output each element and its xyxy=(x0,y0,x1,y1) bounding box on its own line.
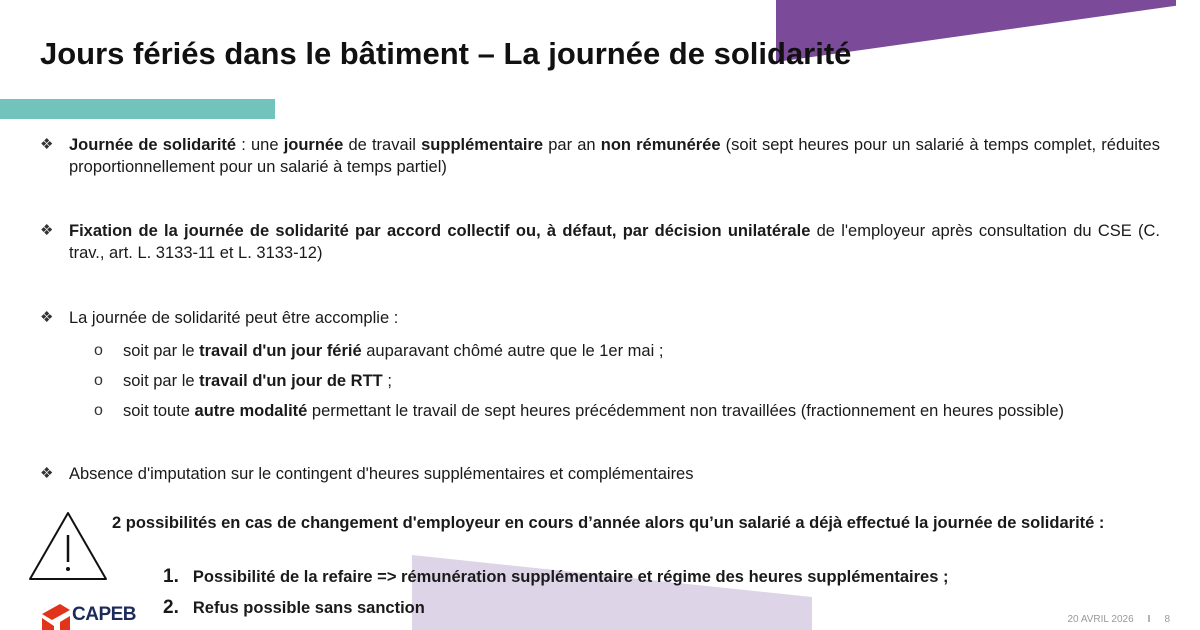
diamond-bullet-icon: ❖ xyxy=(40,309,54,326)
sub-item-rtt xyxy=(94,370,392,392)
slide-title: Jours fériés dans le bâtiment – La journée de solidarité xyxy=(40,36,852,71)
bullet-text: Journée de solidarité : une journée de travail supplémentaire par an non rémunérée (soit sept heures pour un salarié à temps complet, réduites proportionnellement pour un salarié à temps partiel) xyxy=(69,136,1160,176)
footer-date: 20 AVRIL 2026 xyxy=(1067,614,1134,625)
sub-item-text: soit par le travail d'un jour de RTT ; xyxy=(123,372,392,390)
circle-bullet-icon: o xyxy=(94,372,103,389)
bullet-absence-imputation xyxy=(40,463,1160,485)
logo-text: CAPEB xyxy=(72,604,137,625)
sub-item-text: soit par le travail d'un jour férié auparavant chômé autre que le 1er mai ; xyxy=(123,342,664,360)
circle-bullet-icon: o xyxy=(94,342,103,359)
numbered-item-2 xyxy=(163,597,425,619)
diamond-bullet-icon: ❖ xyxy=(40,136,54,153)
bullet-text: Absence d'imputation sur le contingent d'heures supplémentaires et complémentaires xyxy=(69,465,694,483)
warning-icon xyxy=(27,510,109,582)
bullet-accomplishment xyxy=(40,307,1160,329)
diamond-bullet-icon: ❖ xyxy=(40,465,54,482)
footer xyxy=(1053,614,1170,625)
page-number: 8 xyxy=(1164,614,1170,625)
bullet-text: Fixation de la journée de solidarité par accord collectif ou, à défaut, par décision unilatérale de l'employeur après consultation du CSE (C. trav., art. L. 3133-11 et L. 3133-12) xyxy=(69,222,1160,262)
item-number: 1. xyxy=(163,566,179,587)
item-text: Possibilité de la refaire => rémunération supplémentaire et régime des heures supplémentaires ; xyxy=(192,568,949,586)
circle-bullet-icon: o xyxy=(94,402,103,419)
decorative-teal-bar xyxy=(0,99,275,119)
bullet-text: La journée de solidarité peut être accomplie : xyxy=(69,309,399,327)
bullet-solidarity-definition xyxy=(40,134,1160,178)
sub-item-text: soit toute autre modalité permettant le travail de sept heures précédemment non travaillées (fractionnement en heures possible) xyxy=(123,402,1064,420)
item-text: Refus possible sans sanction xyxy=(192,599,425,617)
numbered-item-1 xyxy=(163,566,948,588)
footer-separator: I xyxy=(1147,614,1151,625)
item-number: 2. xyxy=(163,597,179,618)
bullet-fixation xyxy=(40,220,1160,264)
diamond-bullet-icon: ❖ xyxy=(40,222,54,239)
sub-item-jour-ferie xyxy=(94,340,663,362)
sub-item-autre-modalite xyxy=(94,400,1064,422)
warning-text: 2 possibilités en cas de changement d'employeur en cours d’année alors qu’un salarié a déjà effectué la journée de solidarité : xyxy=(112,514,1105,532)
